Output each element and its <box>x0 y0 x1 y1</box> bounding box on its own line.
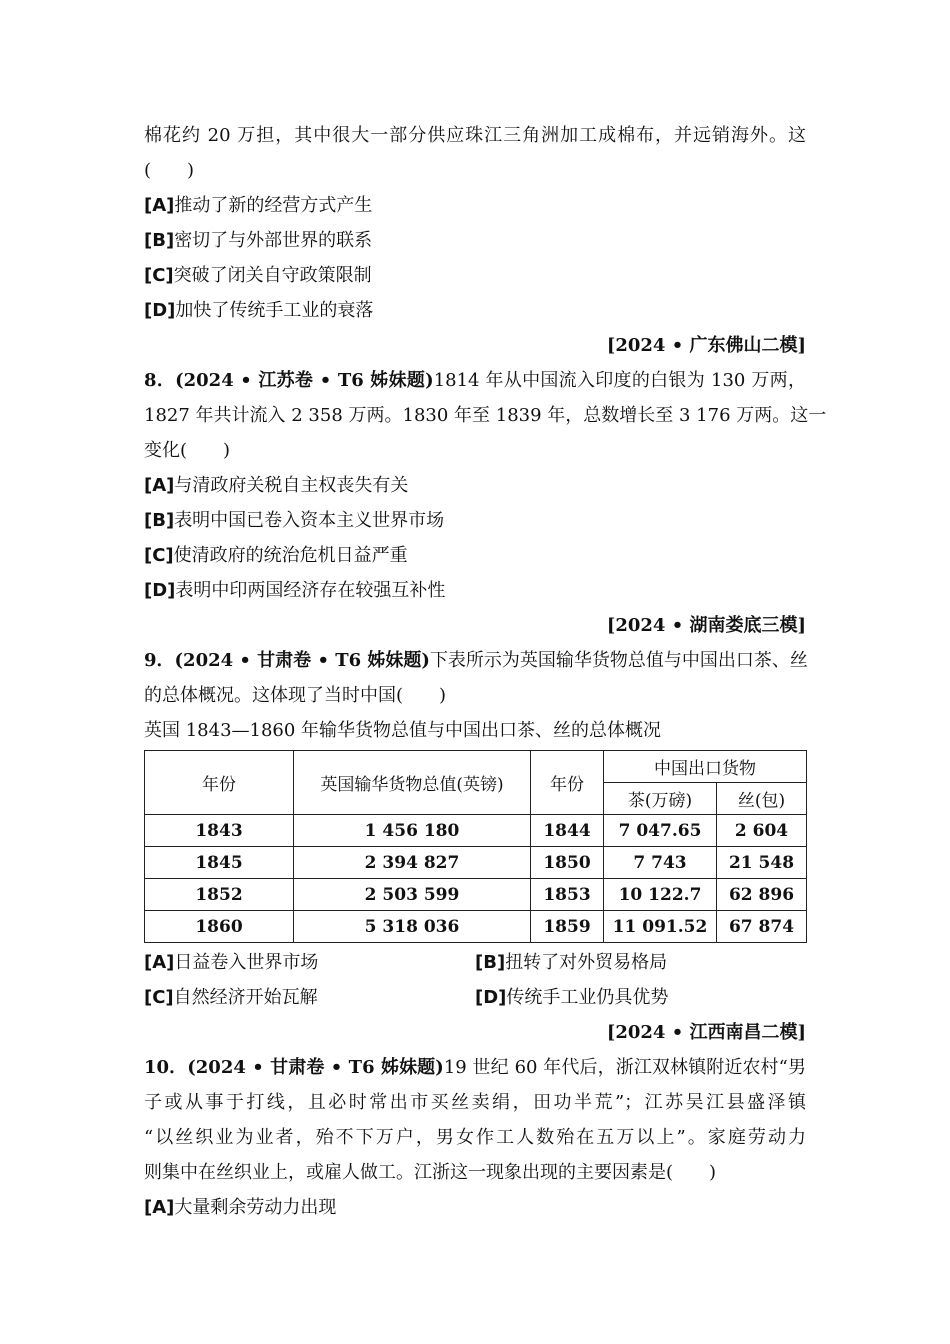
cell-uk-value: 2 503 599 <box>294 879 531 911</box>
q9-stem-line-2: 的总体概况。这体现了当时中国( ) <box>144 685 447 706</box>
option-text: 传统手工业仍具优势 <box>506 987 669 1008</box>
cell-tea: 10 122.7 <box>604 879 717 911</box>
cell-year: 1859 <box>531 911 604 943</box>
header-year-1: 年份 <box>145 751 294 815</box>
document-page <box>144 118 827 1225</box>
option-text: 推动了新的经营方式产生 <box>174 195 373 216</box>
q7-option-d[interactable] <box>144 293 806 328</box>
q7-stem-line-1: 棉花约 20 万担，其中很大一部分供应珠江三角洲加工成棉布，并远销海外。这 <box>144 125 806 146</box>
option-label: [A] <box>144 952 175 973</box>
q8-option-c[interactable] <box>144 538 806 573</box>
option-text: 密切了与外部世界的联系 <box>174 230 373 251</box>
cell-tea: 7 047.65 <box>604 815 717 847</box>
q7-option-a[interactable] <box>144 188 806 223</box>
option-label: [A] <box>144 475 175 496</box>
q9-data-table <box>144 750 807 943</box>
option-text: 表明中印两国经济存在较强互补性 <box>175 580 446 601</box>
q9-source: [2024 • 江西南昌二模] <box>606 1022 806 1043</box>
cell-year: 1853 <box>531 879 604 911</box>
option-text: 突破了闭关自守政策限制 <box>173 265 372 286</box>
option-text: 扭转了对外贸易格局 <box>505 952 668 973</box>
cell-silk: 21 548 <box>717 847 807 879</box>
option-text: 加快了传统手工业的衰落 <box>175 300 374 321</box>
q10-stem-line-4: 则集中在丝织业上，或雇人做工。江浙这一现象出现的主要因素是( ) <box>144 1162 717 1183</box>
table-header-row <box>145 751 807 783</box>
q7-source: [2024 • 广东佛山二模] <box>606 335 806 356</box>
cell-year: 1850 <box>531 847 604 879</box>
q10-option-a[interactable] <box>144 1190 806 1225</box>
cell-year: 1852 <box>145 879 294 911</box>
q9-number: 9． <box>144 650 175 671</box>
q10-tag: (2024 • 甘肃卷 • T6 姊妹题) <box>187 1057 444 1078</box>
q9-stem-line-1 <box>144 643 806 678</box>
cell-year: 1843 <box>145 815 294 847</box>
q8-number: 8． <box>144 370 176 391</box>
q9-table-caption: 英国 1843—1860 年输华货物总值与中国出口茶、丝的总体概况 <box>144 720 662 741</box>
header-china-export: 中国出口货物 <box>604 751 807 783</box>
q8-option-d[interactable] <box>144 573 806 608</box>
option-label: [D] <box>144 300 176 321</box>
header-silk: 丝(包) <box>717 783 807 815</box>
q9-option-d[interactable] <box>475 980 806 1015</box>
q8-option-b[interactable] <box>144 503 806 538</box>
cell-year: 1860 <box>145 911 294 943</box>
q10-stem-first: 19 世纪 60 年代后，浙江双林镇附近农村“男 <box>443 1057 806 1078</box>
table-row <box>145 847 807 879</box>
q10-stem-line-3: “以丝织业为业者，殆不下万户，男女作工人数殆在五万以上”。家庭劳动力 <box>144 1127 806 1148</box>
q9-options-row-1 <box>144 945 806 980</box>
table-row <box>145 879 807 911</box>
header-year-2: 年份 <box>531 751 604 815</box>
header-tea: 茶(万磅) <box>604 783 717 815</box>
option-label: [D] <box>144 580 176 601</box>
option-label: [C] <box>144 265 174 286</box>
table-row <box>145 911 807 943</box>
option-label: [D] <box>475 987 507 1008</box>
table-row <box>145 815 807 847</box>
option-label: [C] <box>144 987 174 1008</box>
option-text: 与清政府关税自主权丧失有关 <box>174 475 409 496</box>
option-label: [C] <box>144 545 174 566</box>
q9-options-row-2 <box>144 980 806 1015</box>
option-label: [B] <box>475 952 506 973</box>
cell-uk-value: 1 456 180 <box>294 815 531 847</box>
q8-stem-line-2: 1827 年共计流入 2 358 万两。1830 年至 1839 年，总数增长至 3 176 万两。这一 <box>144 405 827 426</box>
q10-stem-line-2: 子或从事于打线，且必时常出市买丝卖绢，田功半荒”；江苏吴江县盛泽镇 <box>144 1092 806 1113</box>
cell-tea: 11 091.52 <box>604 911 717 943</box>
q8-option-a[interactable] <box>144 468 806 503</box>
cell-tea: 7 743 <box>604 847 717 879</box>
q8-stem-line-3: 变化( ) <box>144 440 231 461</box>
header-uk-value: 英国输华货物总值(英镑) <box>294 751 531 815</box>
q9-option-a[interactable] <box>144 945 475 980</box>
option-text: 大量剩余劳动力出现 <box>174 1197 337 1218</box>
q8-stem-line-1 <box>144 363 806 398</box>
option-text: 使清政府的统治危机日益严重 <box>173 545 408 566</box>
q8-tag: (2024 • 江苏卷 • T6 姊妹题) <box>175 370 434 391</box>
q10-stem-line-1 <box>144 1050 806 1085</box>
option-label: [A] <box>144 1197 175 1218</box>
option-label: [B] <box>144 230 175 251</box>
option-text: 表明中国已卷入资本主义世界市场 <box>174 510 445 531</box>
cell-silk: 67 874 <box>717 911 807 943</box>
q7-option-b[interactable] <box>144 223 806 258</box>
option-label: [A] <box>144 195 175 216</box>
q9-option-b[interactable] <box>475 945 806 980</box>
cell-uk-value: 2 394 827 <box>294 847 531 879</box>
option-label: [B] <box>144 510 175 531</box>
q8-source: [2024 • 湖南娄底三模] <box>606 615 806 636</box>
option-text: 自然经济开始瓦解 <box>173 987 318 1008</box>
q9-option-c[interactable] <box>144 980 475 1015</box>
q8-stem-first: 1814 年从中国流入印度的白银为 130 万两， <box>433 370 806 391</box>
cell-silk: 62 896 <box>717 879 807 911</box>
cell-uk-value: 5 318 036 <box>294 911 531 943</box>
q10-number: 10． <box>144 1057 188 1078</box>
option-text: 日益卷入世界市场 <box>174 952 319 973</box>
cell-silk: 2 604 <box>717 815 807 847</box>
q7-option-c[interactable] <box>144 258 806 293</box>
cell-year: 1845 <box>145 847 294 879</box>
q9-tag: (2024 • 甘肃卷 • T6 姊妹题) <box>174 650 430 671</box>
q9-stem-first: 下表所示为英国输华货物总值与中国出口茶、丝 <box>429 650 808 671</box>
cell-year: 1844 <box>531 815 604 847</box>
q7-stem-line-2: ( ) <box>144 160 195 181</box>
